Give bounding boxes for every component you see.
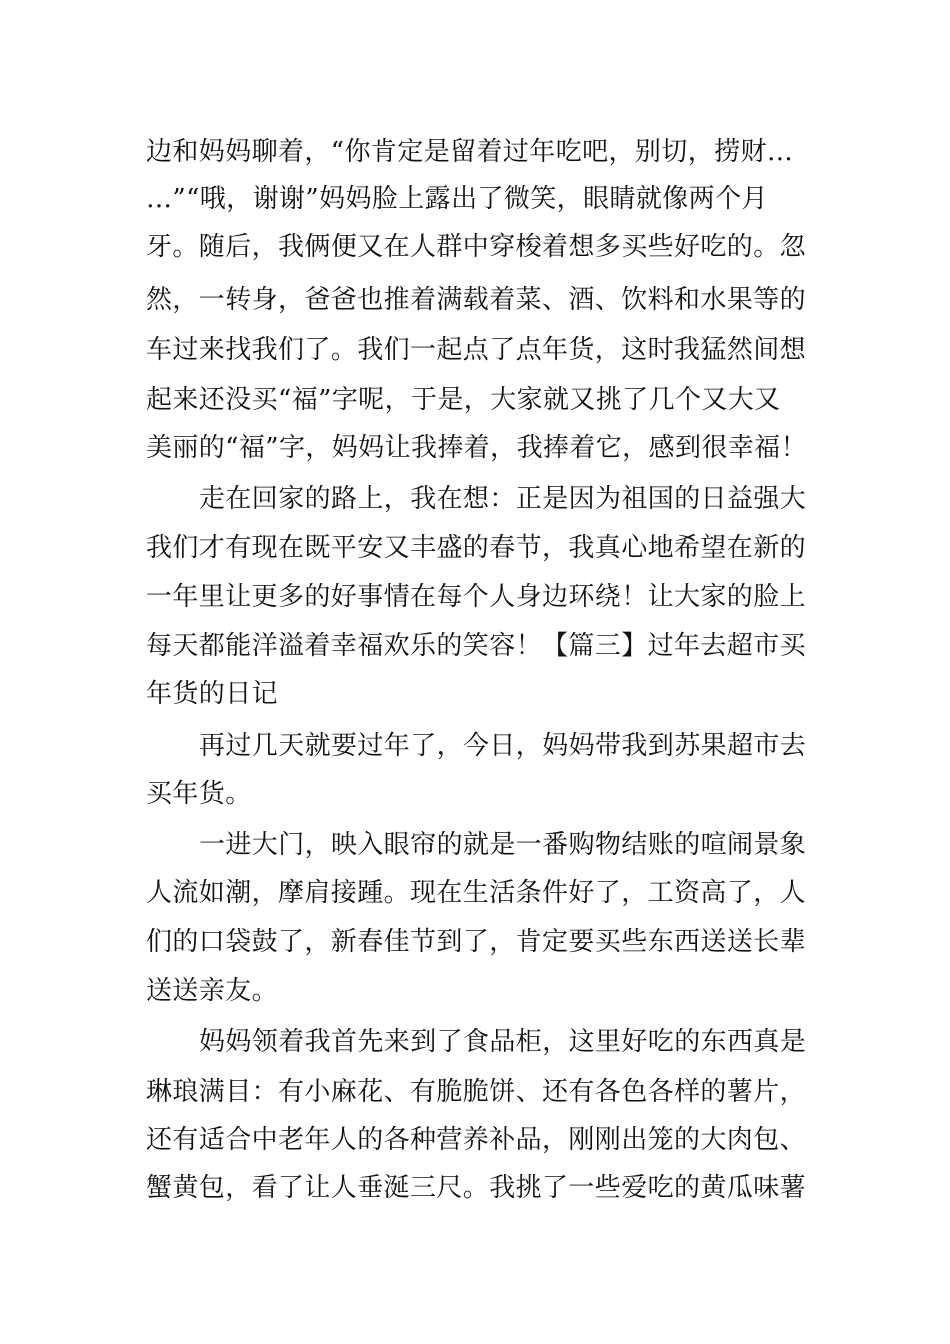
text-line: 买年货。 (146, 779, 252, 809)
text-line: 每天都能洋溢着幸福欢乐的笑容！【篇三】过年去超市买 (146, 631, 807, 661)
text-line: 送送亲友。 (146, 976, 279, 1006)
text-line: 美丽的“福”字，妈妈让我捧着，我捧着它，感到很幸福！ (146, 433, 807, 463)
text-line: 然，一转身，爸爸也推着满载着菜、酒、饮料和水果等的 (146, 285, 807, 315)
text-line: …”“哦，谢谢”妈妈脸上露出了微笑，眼睛就像两个月 (146, 184, 768, 214)
text-line: 起来还没买“福”字呢，于是，大家就又挑了几个又大又 (146, 385, 781, 415)
paragraph-first-line: 再过几天就要过年了，今日，妈妈带我到苏果超市去 (199, 731, 807, 761)
text-line: 人流如潮，摩肩接踵。现在生活条件好了，工资高了，人 (146, 878, 807, 908)
paragraph-first-line: 走在回家的路上，我在想：正是因为祖国的日益强大 (199, 484, 807, 514)
text-line: 蟹黄包，看了让人垂涎三尺。我挑了一些爱吃的黄瓜味薯 (146, 1173, 807, 1203)
text-line: 还有适合中老年人的各种营养补品，刚刚出笼的大肉包、 (146, 1125, 807, 1155)
text-line: 一年里让更多的好事情在每个人身边环绕！让大家的脸上 (146, 582, 807, 612)
text-line: 牙。随后，我俩便又在人群中穿梭着想多买些好吃的。忽 (146, 232, 807, 262)
text-line: 琳琅满目：有小麻花、有脆脆饼、还有各色各样的薯片， (146, 1077, 807, 1107)
text-line: 年货的日记 (146, 679, 279, 709)
text-line: 边和妈妈聊着，“你肯定是留着过年吃吧，别切，捞财… (146, 137, 794, 167)
text-line: 我们才有现在既平安又丰盛的春节，我真心地希望在新的 (146, 533, 807, 563)
text-line: 车过来找我们了。我们一起点了点年货，这时我猛然间想 (146, 335, 807, 365)
paragraph-first-line: 妈妈领着我首先来到了食品柜，这里好吃的东西真是 (199, 1027, 807, 1057)
text-line: 们的口袋鼓了，新春佳节到了，肯定要买些东西送送长辈 (146, 927, 807, 957)
paragraph-first-line: 一进大门，映入眼帘的就是一番购物结账的喧闹景象 (199, 830, 807, 860)
